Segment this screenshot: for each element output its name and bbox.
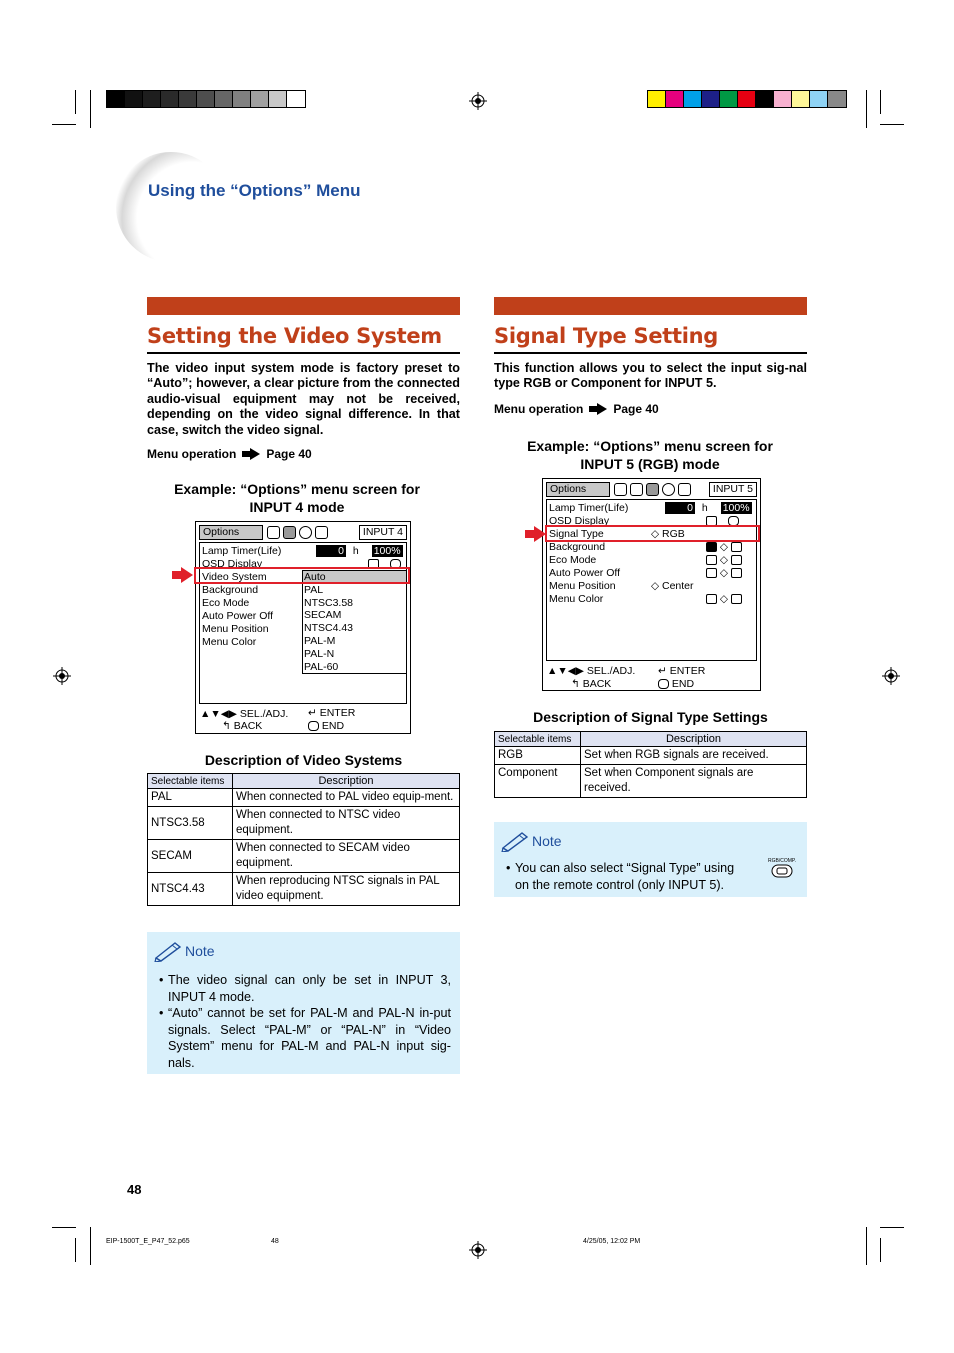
- table-header: Description: [233, 774, 460, 789]
- pointer-arrow-icon: [525, 526, 547, 542]
- signal-type-text: RGB: [662, 528, 685, 540]
- background-value: ◇: [706, 541, 742, 553]
- osd-item: Menu Position: [549, 580, 616, 592]
- submenu-option[interactable]: PAL-M: [304, 634, 336, 647]
- section-heading: Setting the Video System: [147, 324, 442, 348]
- osd-item: Background: [202, 584, 259, 596]
- crop-mark: [880, 90, 881, 114]
- footer-end-label: END: [321, 720, 345, 732]
- table-header-row: [148, 774, 460, 789]
- crop-mark: [866, 1227, 867, 1265]
- pointer-arrow-icon: [172, 567, 194, 583]
- footer-end-label: END: [671, 678, 695, 690]
- crop-mark: [75, 90, 76, 114]
- menu-position-text: Center: [662, 580, 694, 592]
- lamp-hours: 0: [665, 502, 695, 514]
- osd-tabs: [546, 482, 757, 497]
- table-row: [148, 873, 460, 906]
- page-number: 48: [127, 1182, 142, 1197]
- osd-item: Signal Type: [549, 528, 604, 540]
- lamp-unit: h: [352, 545, 359, 557]
- table-row: [148, 807, 460, 840]
- menu-operation-page: Page 40: [613, 402, 659, 416]
- table-row: [495, 765, 807, 798]
- menu-operation-label: Menu operation: [147, 447, 237, 461]
- osd-item: Eco Mode: [549, 554, 597, 566]
- registration-mark-icon: [469, 1241, 487, 1259]
- footer-file: EIP-1500T_E_P47_52.p65: [106, 1238, 190, 1245]
- example-line-2: INPUT 5 (RGB) mode: [580, 456, 720, 472]
- crop-mark: [90, 90, 91, 128]
- picture-tab-icon: [614, 483, 627, 496]
- osd-footer-sel: ▲▼◀▶ SEL./ADJ.: [200, 708, 289, 720]
- picture-tab-icon: [267, 526, 280, 539]
- auto-power-off-value: ◇: [706, 567, 742, 579]
- table-header: Selectable items: [148, 774, 233, 789]
- color-bar: [647, 90, 847, 108]
- lamp-percent: 100%: [373, 545, 401, 557]
- power-on-icon: [731, 568, 742, 578]
- table-cell: PAL: [148, 789, 233, 807]
- eco-icon: [706, 555, 717, 565]
- crop-mark: [866, 90, 867, 128]
- rgb-comp-button-icon: [771, 864, 793, 878]
- menu-operation: [147, 447, 312, 461]
- table-cell: When connected to SECAM video equipment.: [233, 840, 460, 873]
- table-cell: Set when RGB signals are received.: [581, 747, 807, 765]
- crop-mark: [75, 1238, 76, 1262]
- osd-tab-input: INPUT 4: [359, 525, 407, 540]
- lamp-percent: 100%: [722, 502, 750, 514]
- osd-tabs: [199, 525, 407, 540]
- footer-page: 48: [271, 1238, 279, 1245]
- crop-mark: [880, 124, 904, 125]
- example-caption: [147, 480, 447, 516]
- osd-footer-back: ↰ BACK: [571, 678, 612, 690]
- pencil-note-icon: [153, 940, 183, 962]
- note-item: [506, 860, 774, 893]
- section-bar: [494, 297, 807, 315]
- note-box: [494, 822, 807, 897]
- osd-tab-options: Options: [199, 525, 263, 540]
- footer-back-label: BACK: [582, 678, 612, 690]
- lamp-timer-value: [316, 545, 403, 557]
- power-off-icon: [706, 568, 717, 578]
- footer-enter-label: ENTER: [319, 707, 356, 719]
- grayscale-bar: [106, 90, 306, 108]
- remote-button: [768, 858, 796, 883]
- intro-paragraph: This function allows you to select the input sig-nal type RGB or Component for INPUT 5.: [494, 361, 807, 391]
- osd-footer-back: ↰ BACK: [222, 720, 263, 732]
- note-list: [506, 860, 774, 893]
- submenu-option[interactable]: PAL-N: [304, 647, 335, 660]
- osd-item: Eco Mode: [202, 597, 250, 609]
- table-header-row: [495, 732, 807, 747]
- table-cell: NTSC4.43: [148, 873, 233, 906]
- signal-type-table: [494, 731, 807, 798]
- table-cell: RGB: [495, 747, 581, 765]
- lamp-hours: 0: [316, 545, 346, 557]
- osd-item: Menu Color: [202, 636, 257, 648]
- table-cell: When connected to PAL video equip-ment.: [233, 789, 460, 807]
- note-label: Note: [185, 943, 215, 959]
- osd-footer-end: [308, 720, 344, 732]
- crop-mark: [90, 1227, 91, 1265]
- table-row: [148, 789, 460, 807]
- background-icon: [706, 542, 717, 552]
- menu-operation-page: Page 40: [266, 447, 312, 461]
- intro-paragraph: The video input system mode is factory preset to “Auto”; however, a clear picture from the connected audio-visual equipment may not be received, depending on the video signal difference. In that case, switch the video signal.: [147, 361, 460, 437]
- color-alt-icon: [731, 594, 742, 604]
- note-item: • The video signal can only be set in INPUT 3, INPUT 4 mode.: [159, 972, 451, 1005]
- osd-footer-end: [658, 678, 694, 690]
- lamp-unit: h: [701, 502, 708, 514]
- fine-sync-tab-icon: [283, 526, 296, 539]
- note-text-1: You can also select “Signal Type” using: [515, 861, 735, 875]
- example-line-2: INPUT 4 mode: [249, 499, 345, 515]
- note-item: • “Auto” cannot be set for PAL-M and PAL-N in-put signals. Select “PAL-M” or “PAL-N” in “Video System” menu for PAL-M and PAL-N input sig-nals.: [159, 1005, 451, 1071]
- video-systems-table: [147, 773, 460, 906]
- menu-color-value: ◇: [706, 593, 742, 605]
- audio-tab-icon: [299, 526, 312, 539]
- color-icon: [706, 594, 717, 604]
- description-title: Description of Video Systems: [204, 752, 403, 768]
- crop-mark: [52, 124, 76, 125]
- submenu-option[interactable]: SECAM: [304, 609, 342, 622]
- example-line-1: Example: “Options” menu screen for: [174, 481, 420, 497]
- osd-item: Auto Power Off: [549, 567, 621, 579]
- footer-back-label: BACK: [233, 720, 263, 732]
- menu-operation: [494, 402, 659, 416]
- registration-mark-icon: [882, 667, 900, 685]
- osd-item: OSD Display: [549, 515, 610, 527]
- end-icon: [658, 679, 669, 689]
- remote-button-label: RGB/COMP.: [768, 858, 796, 864]
- eco-off-icon: [731, 555, 742, 565]
- options-tab-icon: [315, 526, 328, 539]
- menu-operation-label: Menu operation: [494, 402, 584, 416]
- osd-footer-sel: ▲▼◀▶ SEL./ADJ.: [547, 665, 636, 677]
- section-rule: [494, 352, 807, 354]
- table-cell: NTSC3.58: [148, 807, 233, 840]
- note-label: Note: [532, 833, 562, 849]
- fine-sync-tab-icon: [630, 483, 643, 496]
- note-text-2: on the remote control (only INPUT 5).: [515, 877, 725, 892]
- example-caption: [500, 437, 800, 473]
- table-header: Selectable items: [495, 732, 581, 747]
- osd-item: OSD Display: [202, 558, 263, 570]
- lamp-timer-value: [665, 502, 752, 514]
- submenu-option[interactable]: NTSC3.58: [304, 596, 354, 609]
- highlight-box: [194, 567, 410, 584]
- page-header-title: Using the “Options” Menu: [148, 181, 361, 200]
- table-row: [148, 840, 460, 873]
- table-cell: Component: [495, 765, 581, 798]
- section-bar: [147, 297, 460, 315]
- signal-type-value: ◇ RGB: [651, 528, 685, 540]
- osd-footer-enter: ↵ ENTER: [308, 707, 356, 719]
- osd-tab-options: Options: [546, 482, 610, 497]
- submenu-option[interactable]: PAL: [304, 583, 324, 596]
- note-list: [159, 972, 451, 1071]
- osd-item: Menu Color: [549, 593, 604, 605]
- osd-item: Menu Position: [202, 623, 269, 635]
- note-header: [500, 830, 562, 852]
- description-title: Description of Signal Type Settings: [533, 709, 768, 725]
- background-off-icon: [731, 542, 742, 552]
- note-header: [153, 940, 215, 962]
- footer-sel-label: SEL./ADJ.: [239, 708, 289, 720]
- osd-item: Background: [549, 541, 606, 553]
- footer-date: 4/25/05, 12:02 PM: [583, 1238, 641, 1245]
- menu-position-value: ◇ Center: [651, 580, 694, 592]
- table-cell: Set when Component signals are received.: [581, 765, 807, 798]
- osd-item: Lamp Timer(Life): [202, 545, 282, 557]
- video-system-submenu: [302, 570, 407, 674]
- network-tab-icon: [678, 483, 691, 496]
- eco-mode-value: ◇: [706, 554, 742, 566]
- highlight-box: [545, 525, 760, 542]
- crop-mark: [52, 1227, 76, 1228]
- footer-enter-label: ENTER: [669, 665, 706, 677]
- example-line-1: Example: “Options” menu screen for: [527, 438, 773, 454]
- arrow-right-icon: [242, 448, 260, 460]
- audio-tab-icon: [662, 483, 675, 496]
- table-cell: When connected to NTSC video equipment.: [233, 807, 460, 840]
- crop-mark: [880, 1227, 904, 1228]
- table-row: [495, 747, 807, 765]
- osd-item: Video System: [202, 571, 267, 583]
- osd-item: Lamp Timer(Life): [549, 502, 629, 514]
- pencil-note-icon: [500, 830, 530, 852]
- osd-screen: [195, 521, 411, 734]
- osd-screen: [542, 478, 761, 691]
- end-icon: [308, 721, 319, 731]
- osd-item: Auto Power Off: [202, 610, 274, 622]
- registration-mark-icon: [469, 92, 487, 110]
- options-tab-icon: [646, 483, 659, 496]
- osd-tab-input: INPUT 5: [709, 482, 757, 497]
- table-header: Description: [581, 732, 807, 747]
- arrow-right-icon: [589, 403, 607, 415]
- submenu-option[interactable]: NTSC4.43: [304, 622, 354, 635]
- table-cell: SECAM: [148, 840, 233, 873]
- registration-mark-icon: [53, 667, 71, 685]
- note-box: [147, 932, 460, 1074]
- submenu-option[interactable]: PAL-60: [304, 660, 339, 673]
- section-rule: [147, 352, 460, 354]
- table-cell: When reproducing NTSC signals in PAL video equipment.: [233, 873, 460, 906]
- section-heading: Signal Type Setting: [494, 324, 719, 348]
- crop-mark: [880, 1238, 881, 1262]
- header-decoration: [116, 152, 226, 262]
- footer-sel-label: SEL./ADJ.: [586, 665, 636, 677]
- submenu-option[interactable]: Auto: [303, 571, 406, 584]
- osd-footer-enter: ↵ ENTER: [658, 665, 706, 677]
